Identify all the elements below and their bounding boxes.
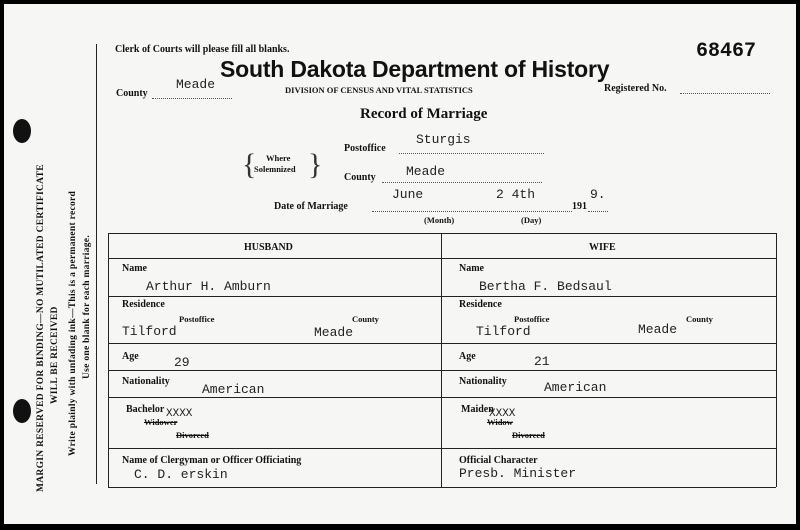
row-divider-header	[108, 258, 776, 259]
husband-postoffice-value: Tilford	[122, 324, 177, 339]
wife-postoffice-label: Postoffice	[514, 314, 550, 324]
date-year-prefix: 191	[572, 201, 587, 212]
registered-label: Registered No.	[604, 83, 667, 94]
margin-notice-line4: Use one blank for each marriage.	[82, 235, 92, 379]
husband-name-label: Name	[122, 263, 147, 274]
wife-postoffice-value: Tilford	[476, 324, 531, 339]
solemnized-label: Solemnized	[254, 164, 296, 174]
place-county-line	[382, 182, 542, 183]
table-bottom-border	[108, 487, 776, 488]
margin-notice-line3: Write plainly with unfading ink—This is a permanent record	[68, 190, 78, 456]
wife-maiden-label: Maiden	[461, 404, 494, 415]
husband-nationality-label: Nationality	[122, 376, 170, 387]
postoffice-value: Sturgis	[416, 132, 471, 147]
husband-age-label: Age	[122, 351, 139, 362]
husband-residence-label: Residence	[122, 299, 165, 310]
date-label: Date of Marriage	[274, 201, 348, 212]
county-line	[152, 98, 232, 99]
division-text: DIVISION OF CENSUS AND VITAL STATISTICS	[285, 85, 473, 95]
year-line	[588, 211, 608, 212]
husband-divorced-label: Divorced	[176, 430, 209, 440]
wife-residence-label: Residence	[459, 299, 502, 310]
official-character-label: Official Character	[459, 455, 538, 466]
official-character-value: Presb. Minister	[459, 466, 577, 481]
row-divider-residence	[108, 343, 776, 344]
wife-name-value: Bertha F. Bedsaul	[479, 279, 612, 294]
husband-postoffice-label: Postoffice	[179, 314, 215, 324]
place-county-label: County	[344, 172, 376, 183]
marriage-record-card	[4, 4, 796, 524]
where-bracket-right: }	[308, 148, 323, 181]
wife-name-label: Name	[459, 263, 484, 274]
husband-nationality-value: American	[202, 382, 265, 397]
binding-hole-top	[13, 119, 31, 143]
date-day: 2 4th	[496, 187, 536, 202]
postoffice-line	[399, 153, 544, 154]
row-divider-age	[108, 370, 776, 371]
husband-bachelor-label: Bachelor	[126, 404, 165, 415]
margin-notice-line2: WILL BE RECEIVED	[50, 306, 60, 404]
table-right-border	[776, 233, 777, 487]
wife-county-label: County	[686, 314, 713, 324]
record-title: Record of Marriage	[360, 106, 488, 122]
county-label: County	[116, 88, 148, 99]
registered-line	[680, 93, 770, 94]
husband-age-value: 29	[174, 355, 190, 370]
wife-widow-label: Widow	[487, 417, 513, 427]
officiant-name-value: C. D. erskin	[134, 467, 228, 482]
husband-status-strike: XXXX	[166, 408, 193, 420]
record-number: 68467	[696, 40, 757, 63]
postoffice-label: Postoffice	[344, 143, 386, 154]
binding-hole-bottom	[13, 399, 31, 423]
wife-status-strike: XXXX	[489, 408, 516, 420]
officiant-name-label: Name of Clergyman or Officer Officiating	[122, 455, 302, 466]
table-top-border	[108, 233, 776, 234]
date-line	[372, 211, 572, 212]
day-caption: (Day)	[521, 215, 542, 225]
date-year-suffix: 9.	[590, 187, 606, 202]
margin-notice-line1: MARGIN RESERVED FOR BINDING—NO MUTILATED CERTIFICATE	[36, 164, 46, 492]
form-left-border	[96, 44, 97, 484]
document-title: South Dakota Department of History	[220, 56, 610, 82]
wife-nationality-value: American	[544, 380, 607, 395]
wife-county-value: Meade	[638, 322, 678, 337]
place-county-value: Meade	[406, 164, 446, 179]
husband-county-value: Meade	[314, 325, 354, 340]
wife-age-value: 21	[534, 354, 550, 369]
where-label: Where	[266, 153, 291, 163]
wife-nationality-label: Nationality	[459, 376, 507, 387]
wife-heading: WIFE	[589, 242, 616, 253]
row-divider-name	[108, 296, 776, 297]
month-caption: (Month)	[424, 215, 455, 225]
husband-widower-label: Widower	[144, 417, 178, 427]
county-value: Meade	[176, 77, 216, 92]
wife-age-label: Age	[459, 351, 476, 362]
where-bracket: {	[242, 148, 257, 181]
husband-county-label: County	[352, 314, 379, 324]
wife-divorced-label: Divorced	[512, 430, 545, 440]
row-divider-nationality	[108, 397, 776, 398]
row-divider-status	[108, 448, 776, 449]
date-month: June	[392, 187, 424, 202]
husband-heading: HUSBAND	[244, 242, 293, 253]
instruction-text: Clerk of Courts will please fill all blanks.	[115, 44, 290, 55]
husband-name-value: Arthur H. Amburn	[146, 279, 271, 294]
